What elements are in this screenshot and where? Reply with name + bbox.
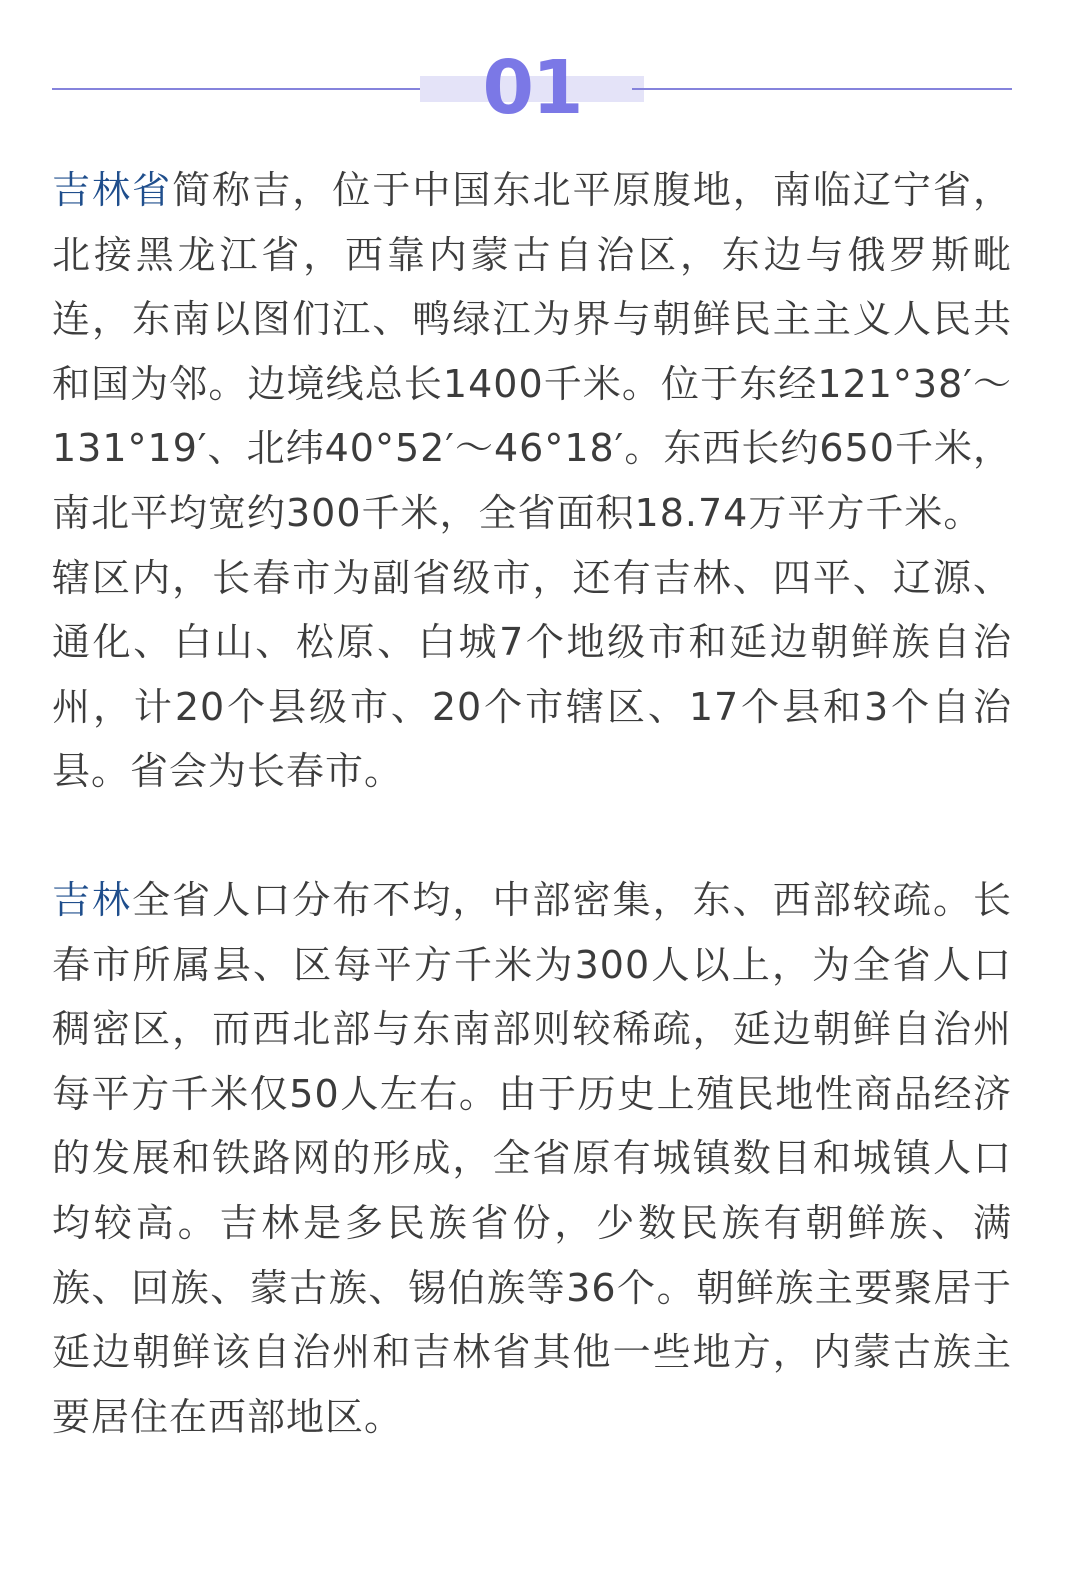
paragraph-text: 辖区内，长春市为副省级市，还有吉林、四平、辽源、通化、白山、松原、白城7个地级市和延边朝鲜族自治州，计20个县级市、20个市辖区、17个县和3个自治县。省会为长春市。 [52,555,1012,794]
paragraph-text: 简称吉，位于中国东北平原腹地，南临辽宁省，北接黑龙江省，西靠内蒙古自治区，东边与俄罗斯毗连，东南以图们江、鸭绿江为界与朝鲜民主主义人民共和国为邻。边境线总长1400千米。位于东经121°38′～131°19′、北纬40°52′～46°18′。东西长约650千米，南北平均宽约300千米，全省面积18.74万平方千米。 [52,168,1012,535]
divider-line-right [632,88,1012,90]
article-body [52,158,1012,1449]
paragraph-lead-term: 吉林省 [52,168,173,212]
paragraph-lead-term: 吉林 [52,877,133,922]
paragraph-administrative-divisions [52,546,1012,804]
paragraph-text: 全省人口分布不均，中部密集，东、西部较疏。长春市所属县、区每平方千米为300人以上，为全省人口稠密区，而西北部与东南部则较稀疏，延边朝鲜自治州每平方千米仅50人左右。由于历史上殖民地性商品经济的发展和铁路网的形成，全省原有城镇数目和城镇人口均较高。吉林是多民族省份，少数民族有朝鲜族、满族、回族、蒙古族、锡伯族等36个。朝鲜族主要聚居于延边朝鲜该自治州和吉林省其他一些地方，内蒙古族主要居住在西部地区。 [52,877,1012,1439]
section-number: 01 [482,45,582,131]
paragraph-overview [52,158,1012,546]
paragraph-population [52,868,1012,1449]
section-header [52,40,1012,140]
divider-line-left [52,88,432,90]
